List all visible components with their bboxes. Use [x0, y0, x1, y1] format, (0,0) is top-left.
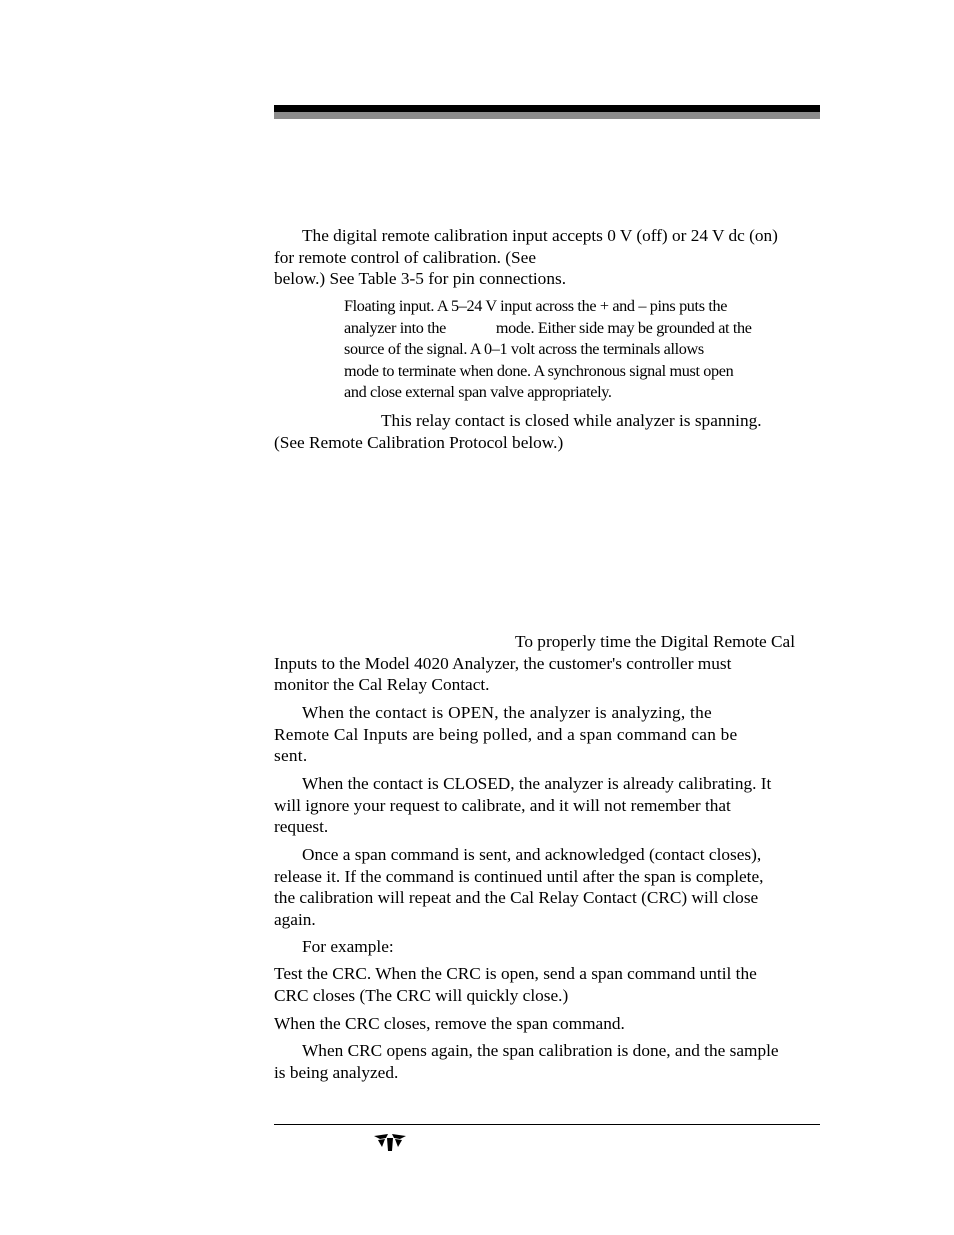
closed-contact-paragraph [274, 773, 822, 838]
once-line-2: release it. If the command is continued until after the span is complete, [274, 866, 764, 886]
once-line-3: the calibration will repeat and the Cal Relay Contact (CRC) will close [274, 888, 759, 908]
closed-line-3: request. [274, 817, 329, 837]
protocol-line-3: monitor the Cal Relay Contact. [274, 675, 490, 695]
open-contact-paragraph [274, 702, 822, 767]
step-remove-span [274, 1013, 822, 1035]
intro-line-1: The digital remote calibration input accepts 0 V (off) or 24 V dc (on) [302, 226, 778, 245]
floating-line-2b: mode. Either side may be grounded at the [495, 318, 752, 337]
protocol-line-2: Inputs to the Model 4020 Analyzer, the customer's controller must [274, 653, 732, 673]
example-text: For example: [302, 937, 394, 956]
once-span-paragraph [274, 844, 822, 931]
relay-paragraph [274, 410, 822, 453]
header-rule-black [274, 105, 820, 112]
once-line-4: again. [274, 910, 316, 930]
open-line-3: sent. [274, 746, 308, 766]
final-paragraph [274, 1040, 822, 1083]
relay-line-1: This relay contact is closed while analyzer is spanning. [381, 411, 762, 430]
protocol-paragraph [274, 631, 822, 696]
step-test-crc [274, 963, 822, 1006]
header-rule-grey [274, 112, 820, 119]
final-line-2: is being analyzed. [274, 1062, 399, 1082]
once-line-1: Once a span command is sent, and acknowledged (contact closes), [302, 845, 762, 864]
floating-line-2a: analyzer into the [344, 318, 446, 337]
relay-line-2: (See Remote Calibration Protocol below.) [274, 432, 564, 452]
final-line-1: When CRC opens again, the span calibration is done, and the sample [302, 1041, 779, 1060]
intro-paragraph [274, 225, 822, 290]
protocol-line-1: To properly time the Digital Remote Cal [515, 632, 796, 651]
intro-line-3: below.) See Table 3-5 for pin connections. [274, 269, 567, 289]
floating-input-description [344, 296, 820, 404]
closed-line-2: will ignore your request to calibrate, and it will not remember that [274, 795, 731, 815]
open-line-1: When the contact is OPEN, the analyzer is analyzing, the [302, 703, 712, 722]
floating-line-1: Floating input. A 5–24 V input across the + and – pins puts the [344, 297, 728, 315]
step1-line-2: CRC closes (The CRC will quickly close.) [274, 985, 569, 1005]
floating-line-5: and close external span valve appropriately. [344, 383, 612, 401]
floating-line-4: mode to terminate when done. A synchronous signal must open [344, 361, 734, 380]
closed-line-1: When the contact is CLOSED, the analyzer is already calibrating. It [302, 774, 772, 793]
floating-line-3: source of the signal. A 0–1 volt across the terminals allows [344, 340, 704, 358]
step1-line-1: Test the CRC. When the CRC is open, send a span command until the [274, 964, 757, 983]
footer-rule [274, 1124, 820, 1125]
step2-line: When the CRC closes, remove the span command. [274, 1014, 625, 1033]
example-label [274, 936, 822, 958]
teledyne-logo-icon [372, 1132, 408, 1152]
open-line-2: Remote Cal Inputs are being polled, and a span command can be [274, 724, 738, 744]
intro-line-2: for remote control of calibration. (See [274, 247, 536, 267]
